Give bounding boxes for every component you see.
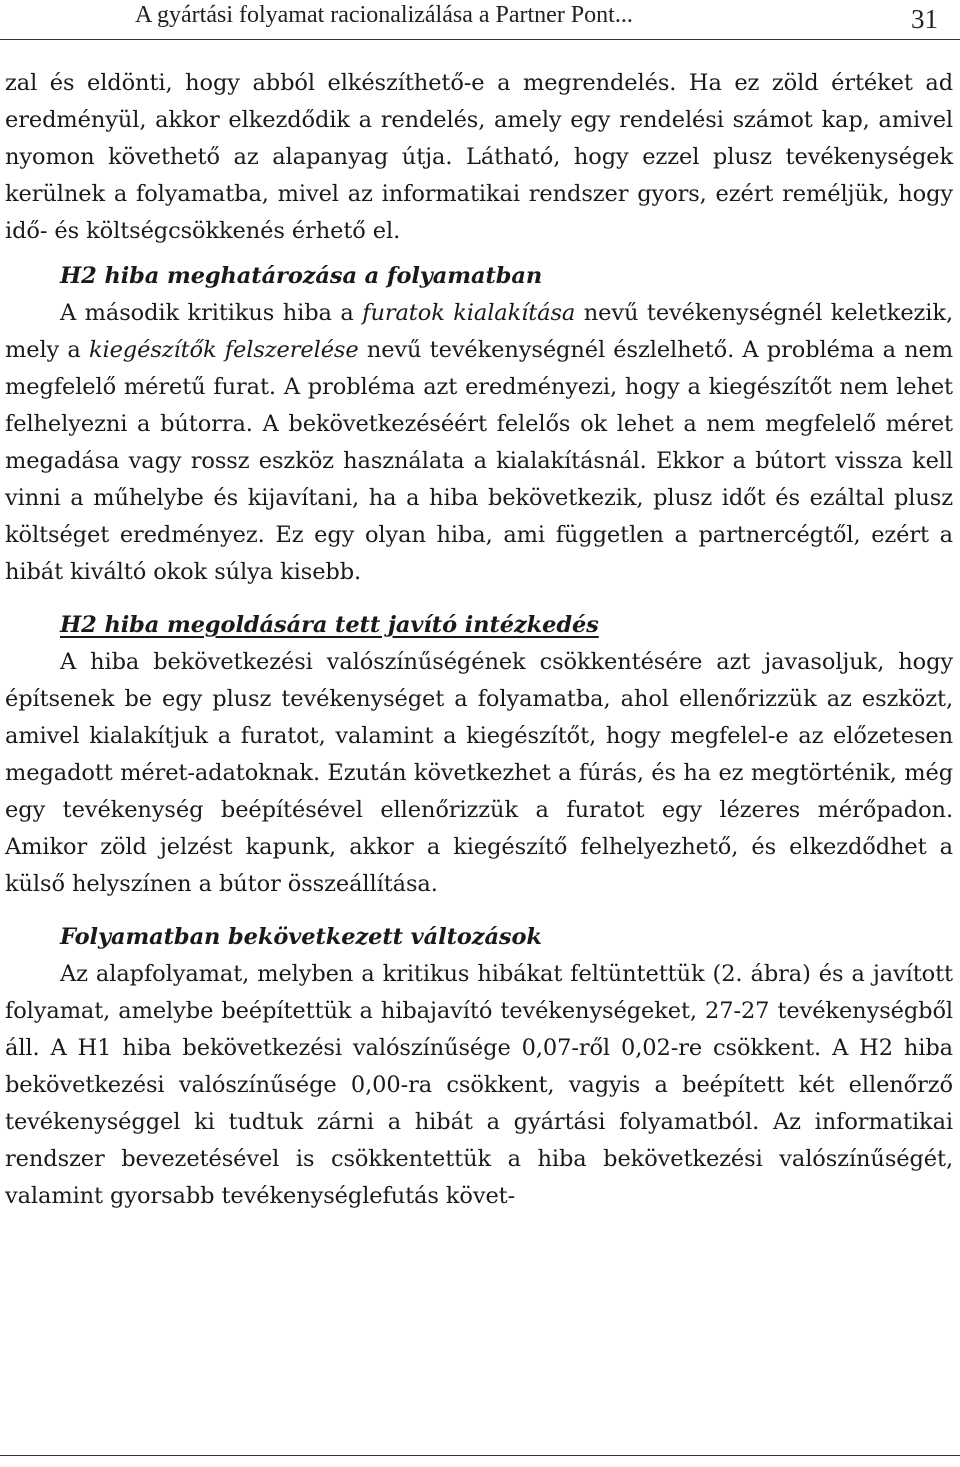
paragraph-continuation: zal és eldönti, hogy abból elkészíthető-e a megrendelés. Ha ez zöld értéket ad eredményül, akkor elkezdődik a rendelés, amely egy rendelési számot kap, amivel nyomon követhető az alapanyag útja. Látható, hogy ezzel plusz tevékenységek kerülnek a folyamatba, mivel az informatikai rendszer gyors, ezért reméljük, hogy idő- és költségcsökkenés érhető el. <box>5 70 953 244</box>
paragraph-text: nevű tevékenységnél észlelhető. A probléma a nem megfelelő méretű furat. A probléma azt eredményezi, hogy a kiegészítőt nem lehet felhelyezni a bútorra. A bekövetkezéséért felelős ok lehet a nem megfelelő méret megadása vagy rossz eszköz használata a kialakításnál. Ekkor a bútort vissza kell vinni a műhelybe és kijavítani, ha a hiba bekövetkezik, plusz időt és ezáltal plusz költséget eredményez. Ez egy olyan hiba, ami független a partnercégtől, ezért a hibát kiváltó okok súlya kisebb. <box>5 337 954 585</box>
paragraph-h2-definition <box>5 295 953 591</box>
spacer <box>5 250 953 258</box>
paragraph-text: nevű tevékenységnél keletkezik, mely a <box>5 300 953 363</box>
header-rule <box>0 39 960 40</box>
spacer <box>5 591 953 607</box>
section-heading-h2-definition: H2 hiba meghatározása a folyamatban <box>60 263 543 289</box>
footer-rule <box>0 1455 960 1456</box>
paragraph-changes: Az alapfolyamat, melyben a kritikus hibákat feltüntettük (2. ábra) és a javított folyamat, amelybe beépítettük a hibajavító tevékenységeket, 27-27 tevékenységből áll. A H1 hiba bekövetkezési valószínűsége 0,07-ről 0,02-re csökkent. A H2 hiba bekövetkezési valószínűsége 0,00-ra csökkent, vagyis a beépített két ellenőrző tevékenységgel ki tudtuk zárni a hibát a gyártási folyamatból. Az informatikai rendszer bevezetésével is csökkentettük a hiba bekövetkezési valószínűségét, valamint gyorsabb tevékenységlefutás követ- <box>5 961 953 1209</box>
running-title: A gyártási folyamat racionalizálása a Partner Pont... <box>135 2 633 28</box>
running-header <box>0 0 960 40</box>
paragraph-text: A második kritikus hiba a <box>60 300 363 326</box>
page-number: 31 <box>911 4 938 34</box>
section-heading-changes: Folyamatban bekövetkezett változások <box>60 924 542 950</box>
heading-text: H2 hiba megoldására tett javító intézkedés <box>60 612 599 638</box>
term-accessories: kiegészítők felszerelése <box>88 337 359 363</box>
spacer <box>5 903 953 919</box>
term-drilling: furatok kialakítása <box>362 300 576 326</box>
paragraph-h2-solution: A hiba bekövetkezési valószínűségének csökkentésére azt javasoljuk, hogy építsenek be egy plusz tevékenységet a folyamatba, ahol ellenőrizzük az eszközt, amivel kialakítjuk a furatot, valamint a kiegészítőt, hogy megfelel-e az előzetesen megadott méret-adatoknak. Ezután következhet a fúrás, és ha ez megtörténik, még egy tevékenység beépítésével ellenőrizzük a furatot egy lézeres mérőpadon. Amikor zöld jelzést kapunk, akkor a kiegészítő felhelyezhető, és elkezdődhet a külső helyszínen a bútor összeállítása. <box>5 649 953 897</box>
section-heading-h2-solution <box>5 607 953 644</box>
page-body <box>5 65 953 1215</box>
